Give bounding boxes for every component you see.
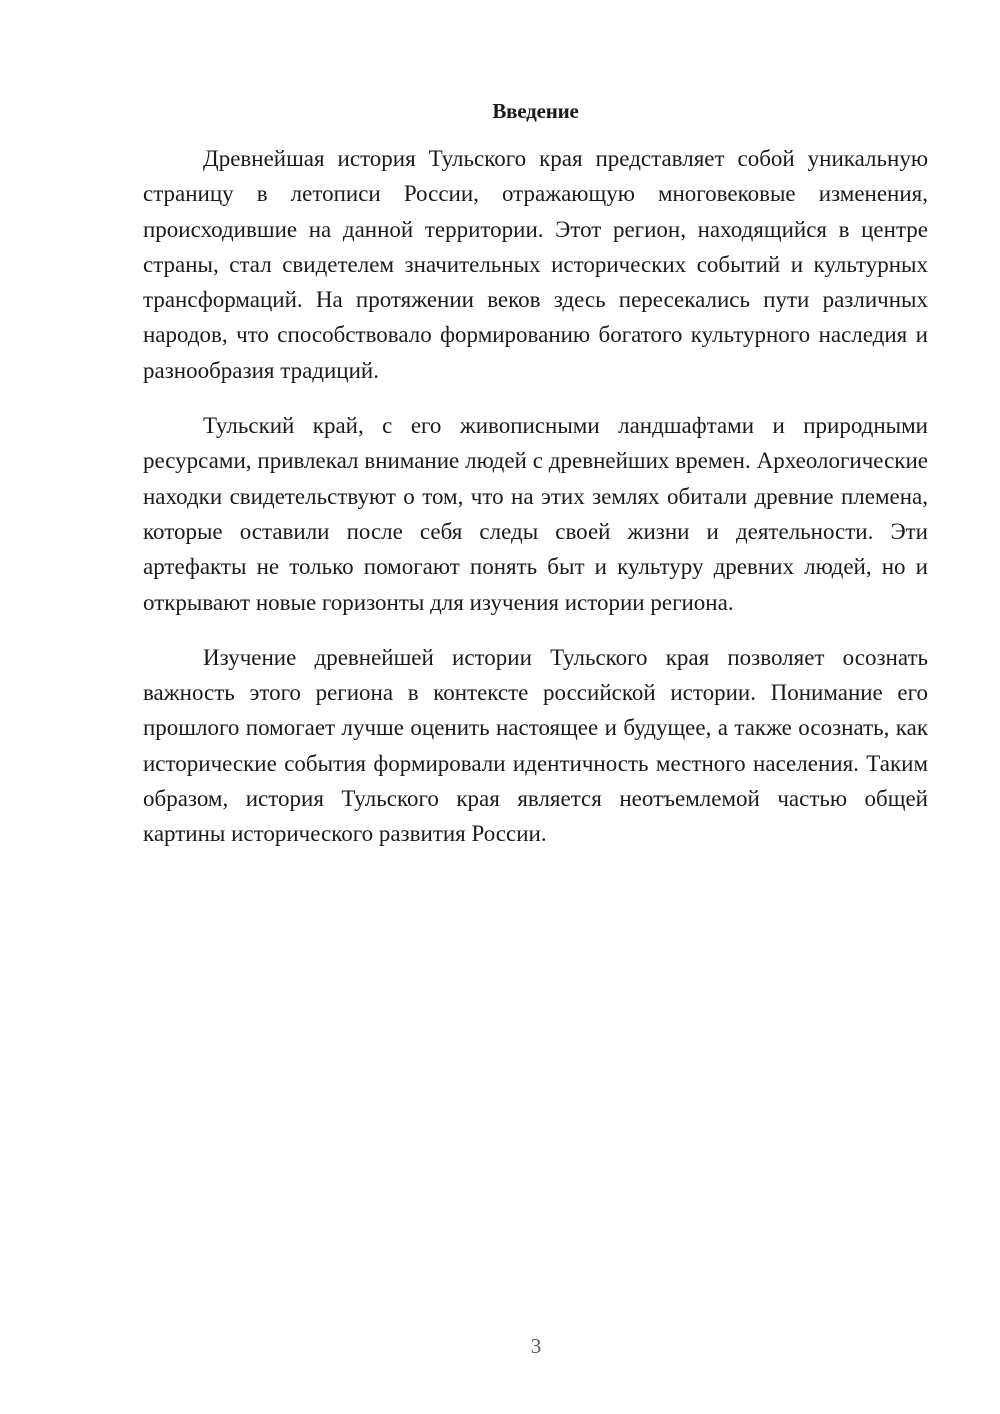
paragraph-2: Тульский край, с его живописными ландшафтами и природными ресурсами, привлекал внимание людей с древнейших времен. Археологические находки свидетельствуют о том, что на этих землях обитали древние племена, которые оставили после себя следы своей жизни и деятельности. Эти артефакты не только помогают понять быт и культуру древних людей, но и открывают новые горизонты для изучения истории региона. xyxy=(143,413,928,615)
section-title: Введение xyxy=(492,99,579,123)
page-number: 3 xyxy=(530,1334,542,1358)
page-content xyxy=(143,94,928,872)
paragraph-3: Изучение древнейшей истории Тульского края позволяет осознать важность этого региона в контексте российской истории. Понимание его прошлого помогает лучше оценить настоящее и будущее, а также осознать, как исторические события формировали идентичность местного населения. Таким образом, история Тульского края является неотъемлемой частью общей картины исторического развития России. xyxy=(143,644,928,847)
paragraph-1: Древнейшая история Тульского края представляет собой уникальную страницу в летописи России, отражающую многовековые изменения, происходившие на данной территории. Этот регион, находящийся в центре страны, стал свидетелем значительных исторических событий и культурных трансформаций. На протяжении веков здесь пересекались пути различных народов, что способствовало формированию богатого культурного наследия и разнообразия традиций. xyxy=(143,146,928,383)
